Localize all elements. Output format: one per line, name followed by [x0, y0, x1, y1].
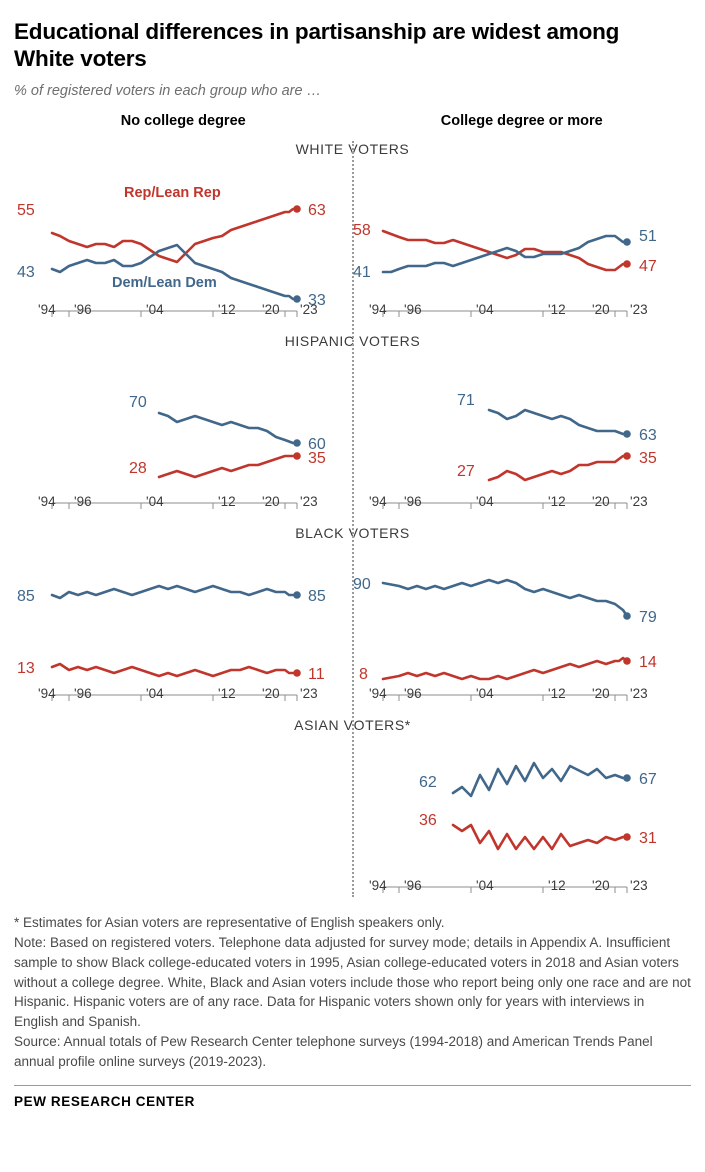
endpoint-rep-hispanic-college — [623, 452, 631, 460]
endpoint-rep-black-no-college — [293, 669, 301, 677]
line-dem-black-no-college — [52, 586, 297, 598]
axis-tick-4: '20 — [591, 877, 610, 893]
chart-panels — [14, 141, 691, 897]
legend-rep-label: Rep/Lean Rep — [124, 184, 221, 201]
axis-tick-2: '04 — [146, 685, 164, 701]
startlabel-rep-black-no-college: 13 — [17, 659, 35, 677]
axis-tick-5: '23 — [629, 301, 648, 317]
axis-tick-1: '96 — [403, 301, 422, 317]
panel-black-no-college — [14, 545, 353, 705]
endpoint-dem-asian-college — [623, 774, 631, 782]
endlabel-dem-black-no-college: 85 — [308, 587, 326, 605]
axis-tick-1: '96 — [403, 685, 422, 701]
endpoint-rep-asian-college — [623, 833, 631, 841]
startlabel-rep-hispanic-college: 27 — [456, 462, 475, 480]
footnote-asterisk: * Estimates for Asian voters are representative of English speakers only. — [14, 914, 445, 930]
axis-tick-4: '20 — [262, 493, 280, 509]
axis-tick-4: '20 — [591, 685, 610, 701]
axis-tick-0: '94 — [368, 685, 387, 701]
endlabel-dem-hispanic-no-college: 60 — [308, 435, 326, 453]
startlabel-rep-black-college: 8 — [358, 665, 368, 683]
panel-white-college — [353, 161, 692, 321]
endlabel-dem-hispanic-college: 63 — [638, 426, 657, 444]
endpoint-rep-hispanic-no-college — [293, 452, 301, 460]
group-title-asian: ASIAN VOTERS* — [294, 716, 411, 733]
line-dem-hispanic-no-college — [159, 413, 297, 443]
startlabel-dem-black-college: 90 — [352, 575, 371, 593]
line-rep-black-college — [383, 658, 627, 679]
axis-tick-1: '96 — [403, 877, 422, 893]
axis-tick-1: '96 — [403, 493, 422, 509]
group-hispanic-voters — [14, 333, 691, 513]
endlabel-rep-black-no-college: 11 — [308, 665, 325, 683]
endpoint-rep-white-no-college — [293, 205, 301, 213]
axis-tick-0: '94 — [368, 877, 387, 893]
axis-tick-2: '04 — [475, 493, 494, 509]
axis-tick-5: '23 — [300, 493, 318, 509]
line-dem-black-college — [383, 580, 627, 616]
panel-white-no-college-svg — [14, 161, 352, 321]
panel-asian-college-svg — [353, 737, 691, 897]
panel-hispanic-no-college — [14, 353, 353, 513]
line-rep-hispanic-no-college — [159, 456, 297, 477]
endpoint-rep-white-college — [623, 260, 631, 268]
axis-tick-1: '96 — [74, 301, 92, 317]
endlabel-rep-white-no-college: 63 — [308, 201, 326, 219]
page-title: Educational differences in partisanship are widest among White voters — [14, 19, 620, 72]
legend-dem-label: Dem/Lean Dem — [112, 274, 217, 291]
axis-tick-4: '20 — [591, 301, 610, 317]
startlabel-rep-hispanic-no-college: 28 — [129, 459, 147, 477]
line-rep-white-college — [383, 231, 627, 270]
startlabel-rep-white-college: 58 — [352, 221, 371, 239]
startlabel-dem-asian-college: 62 — [418, 773, 437, 791]
endpoint-dem-black-college — [623, 612, 631, 620]
panel-white-no-college — [14, 161, 353, 321]
endlabel-rep-white-college: 47 — [638, 257, 657, 275]
group-asian-voters — [14, 717, 691, 897]
endpoint-dem-white-college — [623, 238, 631, 246]
axis-tick-5: '23 — [300, 301, 318, 317]
line-dem-white-college — [383, 236, 627, 272]
page-subtitle: % of registered voters in each group who are … — [14, 82, 322, 99]
footnotes — [14, 913, 691, 1072]
column-headers — [14, 113, 691, 129]
group-title-white: WHITE VOTERS — [295, 140, 410, 157]
axis-tick-3: '12 — [218, 301, 236, 317]
line-rep-hispanic-college — [489, 456, 627, 480]
endpoint-dem-black-no-college — [293, 591, 301, 599]
brand-footer: PEW RESEARCH CENTER — [14, 1085, 691, 1109]
axis-tick-1: '96 — [74, 493, 92, 509]
endlabel-rep-hispanic-no-college: 35 — [308, 449, 326, 467]
axis-tick-4: '20 — [262, 301, 280, 317]
panel-asian-college — [353, 737, 692, 897]
panel-asian-no-college-svg — [14, 737, 352, 897]
panel-black-college — [353, 545, 692, 705]
axis-tick-2: '04 — [146, 493, 164, 509]
axis-tick-0: '94 — [368, 493, 387, 509]
column-header-college: College degree or more — [440, 112, 603, 129]
axis-tick-2: '04 — [475, 877, 494, 893]
axis-tick-2: '04 — [475, 685, 494, 701]
axis-tick-3: '12 — [547, 685, 566, 701]
panel-black-college-svg — [353, 545, 691, 705]
panel-hispanic-college-svg — [353, 353, 691, 513]
panel-black-no-college-svg — [14, 545, 352, 705]
line-dem-asian-college — [453, 763, 627, 796]
axis-tick-5: '23 — [629, 685, 648, 701]
axis-tick-5: '23 — [629, 877, 648, 893]
endpoint-dem-hispanic-no-college — [293, 439, 301, 447]
panel-asian-no-college — [14, 737, 353, 897]
axis-tick-1: '96 — [74, 685, 92, 701]
line-dem-hispanic-college — [489, 410, 627, 434]
axis-tick-0: '94 — [368, 301, 387, 317]
endlabel-dem-black-college: 79 — [638, 608, 657, 626]
group-title-black: BLACK VOTERS — [295, 524, 410, 541]
axis-tick-5: '23 — [300, 685, 318, 701]
startlabel-rep-asian-college: 36 — [418, 811, 437, 829]
footnote-note: Note: Based on registered voters. Telephone data adjusted for survey mode; details in Appendix A. Insufficient sample to show Black college-educated voters in 1995, Asian college-educated voters in 2018 and Asian voters without a college degree. White, Black and Asian voters include those who report being only one race and are not Hispanic. Hispanic voters are of any race. Data for Hispanic voters shown only for years with interviews in English and Spanish. — [14, 935, 691, 1029]
axis-tick-3: '12 — [547, 877, 566, 893]
axis-tick-3: '12 — [547, 493, 566, 509]
endlabel-rep-hispanic-college: 35 — [638, 449, 657, 467]
startlabel-dem-hispanic-college: 71 — [456, 391, 475, 409]
endlabel-rep-asian-college: 31 — [638, 829, 657, 847]
axis-tick-2: '04 — [475, 301, 494, 317]
group-black-voters — [14, 525, 691, 705]
endlabel-rep-black-college: 14 — [638, 653, 657, 671]
endlabel-dem-white-college: 51 — [638, 227, 657, 245]
axis-tick-5: '23 — [629, 493, 648, 509]
startlabel-dem-hispanic-no-college: 70 — [129, 393, 147, 411]
axis-tick-0: '94 — [38, 301, 56, 317]
endpoint-dem-hispanic-college — [623, 430, 631, 438]
axis-tick-4: '20 — [591, 493, 610, 509]
panel-hispanic-no-college-svg — [14, 353, 352, 513]
panel-hispanic-college — [353, 353, 692, 513]
panel-white-college-svg — [353, 161, 691, 321]
group-title-hispanic: HISPANIC VOTERS — [284, 332, 421, 349]
axis-tick-2: '04 — [146, 301, 164, 317]
column-header-no-college: No college degree — [120, 112, 246, 129]
axis-tick-0: '94 — [38, 493, 56, 509]
axis-tick-3: '12 — [218, 493, 236, 509]
axis-tick-3: '12 — [218, 685, 236, 701]
line-rep-asian-college — [453, 825, 627, 849]
line-rep-black-no-college — [52, 664, 297, 676]
endlabel-dem-asian-college: 67 — [638, 770, 657, 788]
axis-tick-3: '12 — [547, 301, 566, 317]
startlabel-dem-white-no-college: 43 — [17, 263, 35, 281]
line-rep-white-no-college — [52, 209, 297, 262]
footnote-source: Source: Annual totals of Pew Research Center telephone surveys (1994-2018) and American Trends Panel annual profile online surveys (2019-2023). — [14, 1034, 653, 1069]
endlabel-dem-white-no-college: 33 — [308, 291, 326, 309]
axis-tick-0: '94 — [38, 685, 56, 701]
startlabel-dem-black-no-college: 85 — [17, 587, 35, 605]
axis-tick-4: '20 — [262, 685, 280, 701]
startlabel-rep-white-no-college: 55 — [17, 201, 35, 219]
endpoint-rep-black-college — [623, 657, 631, 665]
group-white-voters — [14, 141, 691, 321]
startlabel-dem-white-college: 41 — [352, 263, 371, 281]
